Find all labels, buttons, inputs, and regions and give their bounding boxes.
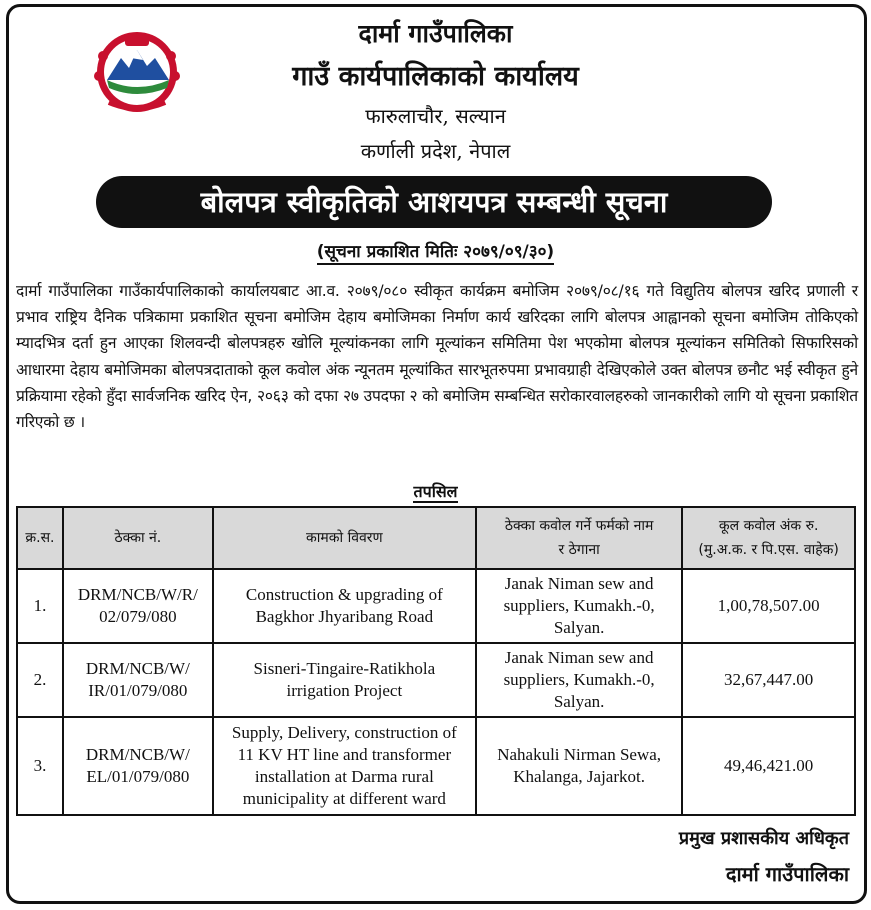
- cell-description: [213, 569, 476, 643]
- firm-line: Nahakuli Nirman Sewa,: [497, 745, 662, 764]
- description-line: irrigation Project: [286, 681, 403, 700]
- description-line: Construction & upgrading of: [245, 585, 443, 604]
- firm-line: Janak Niman sew and: [504, 648, 654, 667]
- header-amount-line1: कूल कवोल अंक रु.: [718, 518, 819, 534]
- header-firm-line2: र ठेगाना: [558, 542, 600, 558]
- contract-line: IR/01/079/080: [88, 681, 188, 700]
- cell-amount: 49,46,421.00: [682, 717, 855, 815]
- firm-line: Janak Niman sew and: [504, 574, 654, 593]
- table-row: [17, 643, 855, 717]
- header-firm: [476, 507, 682, 569]
- cell-sn: 2.: [17, 643, 63, 717]
- header-amount: [682, 507, 855, 569]
- header-sn: क्र.स.: [17, 507, 63, 569]
- cell-contract-no: [63, 717, 213, 815]
- cell-amount: 32,67,447.00: [682, 643, 855, 717]
- firm-line: Khalanga, Jajarkot.: [513, 767, 645, 786]
- header-firm-line1: ठेक्का कवोल गर्ने फर्मको नाम: [504, 518, 654, 534]
- contract-line: 02/079/080: [99, 607, 177, 626]
- description-line: 11 KV HT line and transformer: [237, 745, 452, 764]
- description-line: installation at Darma rural: [254, 767, 434, 786]
- firm-line: Salyan.: [553, 618, 605, 637]
- table-header-row: [17, 507, 855, 569]
- cell-description: [213, 717, 476, 815]
- cell-sn: 1.: [17, 569, 63, 643]
- publication-date: [0, 239, 871, 262]
- cell-contract-no: [63, 569, 213, 643]
- cell-contract-no: [63, 643, 213, 717]
- notice-body: दार्मा गाउँपालिका गाउँकार्यपालिकाको कार्यालयबाट आ.व. २०७९/०८० स्वीकृत कार्यक्रम बमोजिम २०७९/०८/१६ गते विद्युतिय बोलपत्र खरिद प्रणाली र प्रभाव राष्ट्रिय दैनिक पत्रिकामा प्रकाशित सूचना बमोजिम देहाय बमोजिमका निर्माण कार्य खरिदका लागि बोलपत्र आह्वानको सूचना बमोजिम तोकिएको म्यादभित्र दर्ता हुन आएका शिलवन्दी बोलपत्रहरु खोलि मूल्यांकनका लागि मूल्यांकन समितिमा पेश भएकोमा बोलपत्र मूल्यांकन समितिको सिफारिसको आधारमा देहाय बमोजिमका बोलपत्रदाताको कूल कवोल अंक न्यूनतम मूल्यांकित सारभूतरुपमा प्रभावग्राही देखिएकोले उक्त बोलपत्र छनौट भई स्वीकृत हुने प्रक्रियामा रहेको हुँदा सार्वजनिक खरिद ऐन, २०६३ को दफा २७ उपदफा २ को बमोजिम सम्बन्धित सरोकारवालहरुको जानकारीको लागि यो सूचना प्रकाशित गरिएको छ ।: [16, 282, 858, 432]
- office-address: फारुलाचौर, सल्यान: [365, 104, 506, 128]
- signatory-title: प्रमुख प्रशासकीय अधिकृत: [678, 828, 849, 849]
- header-contract-no: ठेक्का नं.: [63, 507, 213, 569]
- firm-line: suppliers, Kumakh.-0,: [503, 596, 655, 615]
- contract-line: EL/01/079/080: [86, 767, 190, 786]
- notice-title-banner: बोलपत्र स्वीकृतिको आशयपत्र सम्बन्धी सूचना: [96, 176, 772, 228]
- contract-line: DRM/NCB/W/R/: [77, 585, 198, 604]
- firm-line: suppliers, Kumakh.-0,: [503, 670, 655, 689]
- table-row: [17, 569, 855, 643]
- signatory-office: दार्मा गाउँपालिका: [725, 862, 849, 886]
- contract-line: DRM/NCB/W/: [85, 745, 190, 764]
- details-heading: [0, 480, 871, 502]
- cell-description: [213, 643, 476, 717]
- description-line: Bagkhor Jhyaribang Road: [255, 607, 434, 626]
- description-line: Supply, Delivery, construction of: [231, 723, 457, 742]
- description-line: Sisneri-Tingaire-Ratikhola: [253, 659, 436, 678]
- header-amount-line2: (मु.अ.क. र पि.एस. वाहेक): [698, 542, 839, 558]
- contracts-table: [16, 506, 856, 816]
- publication-date-text: (सूचना प्रकाशित मितिः २०७९/०९/३०): [317, 242, 554, 265]
- cell-firm: [476, 643, 682, 717]
- table-row: [17, 717, 855, 815]
- cell-amount: 1,00,78,507.00: [682, 569, 855, 643]
- province-country: कर्णाली प्रदेश, नेपाल: [360, 139, 511, 163]
- office-name: गाउँ कार्यपालिकाको कार्यालय: [292, 61, 579, 92]
- cell-sn: 3.: [17, 717, 63, 815]
- description-line: municipality at different ward: [242, 789, 446, 808]
- municipality-name: दार्मा गाउँपालिका: [358, 19, 513, 48]
- firm-line: Salyan.: [553, 692, 605, 711]
- header-description: कामको विवरण: [213, 507, 476, 569]
- details-heading-text: तपसिल: [413, 482, 458, 501]
- cell-firm: [476, 717, 682, 815]
- cell-firm: [476, 569, 682, 643]
- contract-line: DRM/NCB/W/: [85, 659, 190, 678]
